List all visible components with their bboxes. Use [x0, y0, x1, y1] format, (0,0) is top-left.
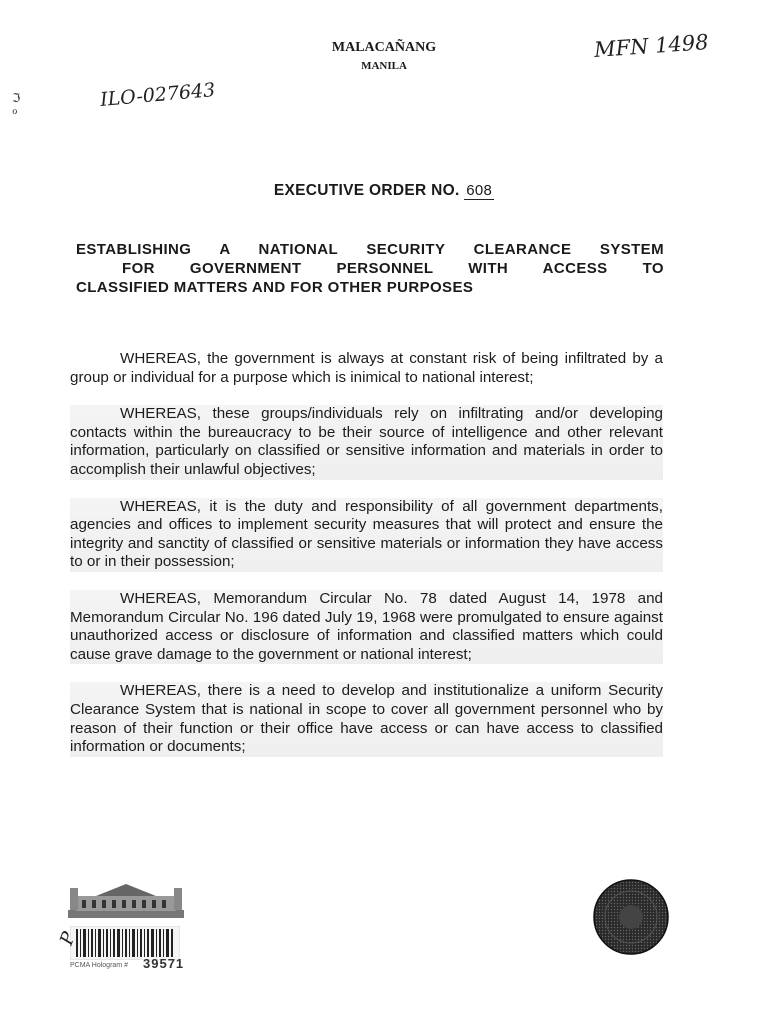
barcode-handwritten-initial: P: [56, 929, 81, 948]
order-number: 608: [466, 182, 493, 199]
whereas-clause-4: WHEREAS, Memorandum Circular No. 78 dated August 14, 1978 and Memorandum Circular No. 196 dated July 19, 1968 were promulgated to ensure against unauthorized access or disclosure of information and classified matters which could cause grave damage to the government or national interest;: [70, 589, 663, 663]
handwritten-reference-left: ILO-027643: [99, 79, 217, 111]
letterhead-city: MANILA: [361, 60, 407, 72]
barcode-number: 39571: [143, 956, 185, 971]
whereas-clause-5: WHEREAS, there is a need to develop and institutionalize a uniform Security Clearance System that is national in scope to cover all government personnel who by reason of their function or their office have access or can have access to classified information or documents;: [70, 682, 663, 756]
subject-line-1: ESTABLISHING A NATIONAL SECURITY CLEARANCE SYSTEM: [76, 241, 664, 258]
title-prefix: EXECUTIVE ORDER NO.: [273, 182, 460, 199]
whereas-clause-1: WHEREAS, the government is always at constant risk of being infiltrated by a group or individual for a purpose which is inimical to national interest;: [70, 350, 663, 386]
building-stamp-icon: [66, 880, 186, 920]
executive-order-title: [0, 182, 768, 200]
whereas-clause-2: WHEREAS, these groups/individuals rely on infiltrating and/or developing contacts within the bureaucracy to be their source of intelligence and other relevant information, particularly on classified or sensitive information and materials in order to accomplish their unlawful objectives;: [70, 405, 663, 478]
whereas-clause-3: WHEREAS, it is the duty and responsibility of all government departments, agencies and offices to implement security measures that will protect and ensure the integrity and sanctity of classified or sensitive materials or information they have access to or in their possession;: [70, 497, 663, 571]
subject-line-2: FOR GOVERNMENT PERSONNEL WITH ACCESS TO: [122, 260, 664, 277]
preamble-body: [70, 350, 663, 775]
barcode-label: PCMA Hologram #: [70, 962, 128, 969]
barcode-icon: [70, 926, 180, 960]
subject-line-3: CLASSIFIED MATTERS AND FOR OTHER PURPOSES: [76, 279, 474, 296]
handwritten-reference-right: MFN 1498: [593, 30, 710, 62]
margin-mark: ℑ ℴ: [12, 91, 21, 117]
letterhead-office: MALACAÑANG: [331, 40, 437, 55]
order-subject: [76, 240, 664, 297]
official-seal-icon: [592, 878, 670, 956]
